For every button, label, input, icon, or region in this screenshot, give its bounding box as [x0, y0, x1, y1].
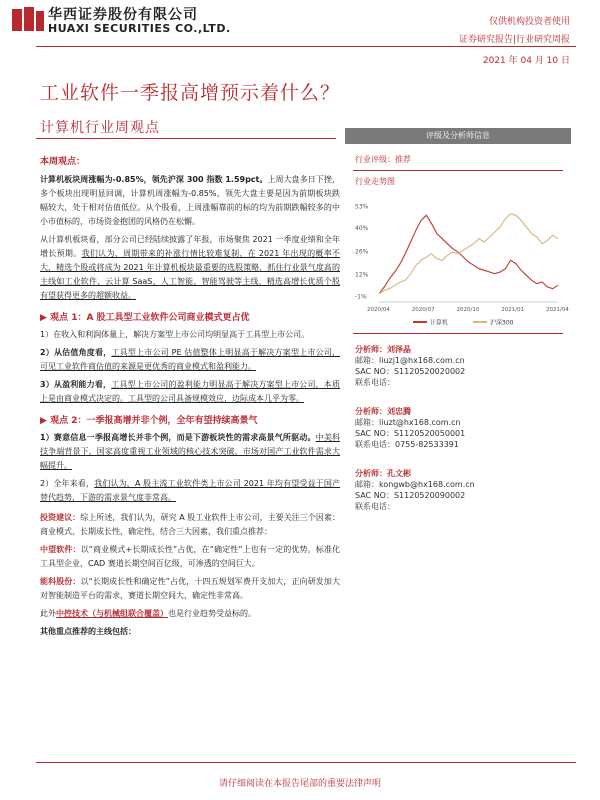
y-tick-label: 40%	[355, 225, 369, 232]
p1-text: 上周大盘多日下挫，多个板块出现明显回调，计算机周涨幅为-0.85%，领先大盘主要是因为前期板块跌幅较大，处于相对估值低位。从个股看，上周涨幅靠前的标的均为前期跌幅较多的中小市值标的，市场资金抱团的风格仍在松懈。	[40, 175, 340, 226]
analyst-3: 分析师：孔文彬 邮箱：kongwb@hx168.com.cn SAC NO：S1120520090002 联系电话：	[355, 469, 475, 511]
point-1-item-1: 1）在收入和利润体量上，解决方案型上市公司均明显高于工具型上市公司。	[40, 330, 310, 339]
subtitle-divider	[36, 138, 336, 139]
series-line-computer	[379, 215, 558, 293]
x-tick-label: 2020/07	[411, 307, 435, 313]
industry-rating: 行业评级：推荐	[355, 155, 411, 164]
report-date: 2021 年 04 月 10 日	[482, 56, 570, 66]
trend-label: 行业走势图	[355, 177, 395, 186]
company-logo	[10, 5, 46, 33]
x-tick-label: 2020/04	[367, 307, 390, 313]
y-tick-label: 53%	[355, 203, 369, 211]
main-content	[40, 155, 340, 643]
header-divider	[36, 46, 576, 47]
footer-disclaimer: 请仔细阅读在本报告尾部的重要法律声明	[218, 779, 381, 789]
paragraph-1	[40, 173, 340, 229]
x-tick-label: 2020/10	[456, 307, 480, 313]
point-1-item-3: 3）从盈利能力看，工具型上市公司的盈利能力明显高于解决方案型上市公司，本质上是由商业模式决定的。工具型的公司具备规模效应，边际成本几乎为零。	[40, 380, 340, 403]
p2-text: 从计算机板块看，部分公司已经陆续披露了年报，市场聚焦 2021 一季度业绩和全年增长预期。	[40, 235, 340, 258]
y-tick-label: -1%	[355, 293, 367, 301]
y-tick-label: 26%	[355, 248, 369, 256]
analyst-2: 分析师：刘忠腾 邮箱：liuzt@hx168.com.cn SAC NO：S1120520050001 联系电话：0755-82533391	[355, 407, 466, 449]
chart-divider	[353, 333, 563, 334]
investment-advice: 投资建议：综上所述，我们认为，研究 A 股工业软件上市公司，主要关注三个因素：商业模式、长期成长性，确定性，结合三大因素，我们重点推荐：	[40, 513, 341, 536]
recommend-1: 中望软件：以“商业模式+长期成长性”占优，在“确定性”上也有一定的优势。标准化工具型企业，CAD 赛道长期空间百亿级，可渗透的空间巨大。	[40, 545, 341, 568]
point-1-item-2: 2）从估值角度看，工具型上市公司 PE 估值整体上明显高于解决方案型上市公司，可见工业软件商估值的来源是更优秀的商业模式和盈利能力。	[40, 348, 340, 371]
sidebar	[345, 128, 571, 516]
report-title: 工业软件一季报高增预示着什么？	[40, 82, 341, 104]
point-2-item-2: 2）全年来看，我们认为，A 股主流工业软件类上市公司 2021 年均有望受益于国产替代趋势，下游的需求景气度非常高。	[40, 479, 340, 502]
paragraph-2	[40, 233, 340, 303]
point-2-title: ▶ 观点 2：一季报高增并非个例，全年有望持续高景气	[40, 416, 258, 426]
company-name-en: HUAXI SECURITIES CO.,LTD.	[48, 22, 231, 35]
report-category: 证券研究报告|行业研究周报	[458, 35, 570, 45]
recommend-2: 能科股份：以“长期成长性和确定性”占优，十四五规划军费开支加大，正向研发加大对智能制造平台的需求，赛道长期空间大，确定性非常高。	[40, 577, 340, 600]
report-subtitle: 计算机行业周观点	[40, 120, 160, 136]
audience-note: 仅供机构投资者使用	[488, 17, 570, 27]
other-heading: 其他重点推荐的主线包括：	[40, 627, 136, 636]
legend-label: 计算机	[430, 319, 449, 327]
sidebar-title-bar: 评级及分析师信息	[345, 128, 571, 144]
view-heading: 本周观点：	[40, 157, 86, 167]
company-name-cn: 华西证券股份有限公司	[48, 7, 198, 23]
legend-label: 沪深300	[490, 319, 514, 327]
footer-divider	[36, 762, 576, 763]
trend-chart	[353, 194, 569, 329]
p2-underlined: 我们认为，周期带来的补涨行情比较难复制，在 2021 年出现的概率不大，精选个股或将成为 2021 年计算机板块最重要的选股策略，抓住行业景气度高的主线如工业软件、云计算 SaaS、人工智能、智能驾驶等主线，精选高增长优质个股有望获得更多的超额收益。	[40, 249, 341, 300]
point-2-item-1: 1）赛意信息一季报高增长并非个例，而是下游板块性的需求高景气所驱动。中美科技争端背景下，国家高度重视工业领域的核心技术突破，市场对国产工业软件需求大幅提升。	[40, 433, 340, 470]
point-1-title: ▶ 观点 1：A 股工具型工业软件公司商业模式更占优	[40, 313, 250, 323]
y-tick-label: 12%	[355, 271, 369, 279]
analyst-1: 分析师：刘泽晶 邮箱：liuzj1@hx168.com.cn SAC NO：S1120520020002 联系电话：	[355, 345, 466, 387]
x-tick-label: 2021/01	[501, 307, 525, 313]
x-tick-label: 2021/04	[546, 307, 569, 313]
recommend-3: 此外中控技术（与机械组联合覆盖）也是行业趋势受益标的。	[40, 609, 256, 618]
p1-bold: 计算机板块周涨幅为-0.85%，领先沪深 300 指数 1.59pct。	[40, 175, 268, 184]
